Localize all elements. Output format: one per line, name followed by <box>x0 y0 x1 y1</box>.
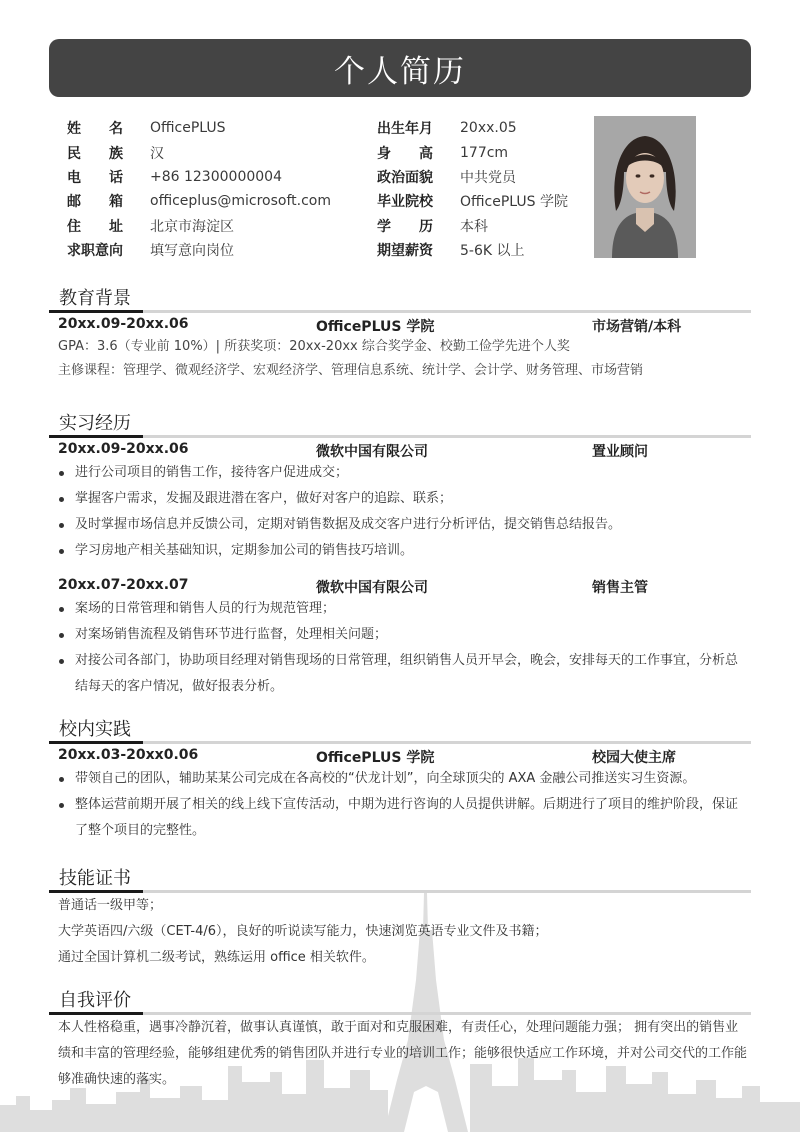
info-row-birth <box>377 116 568 140</box>
section-internship <box>49 408 751 700</box>
entry-header <box>49 744 751 766</box>
info-label: 求 职 意 向 <box>67 243 123 260</box>
info-value: 中共党员 <box>460 169 516 186</box>
info-value: 5-6K 以上 <box>460 243 525 260</box>
info-label: 邮 箱 <box>67 194 123 211</box>
entry-role: 销售主管 <box>592 580 648 596</box>
section-divider-accent <box>49 890 143 893</box>
info-value: OfficePLUS <box>150 120 226 137</box>
info-row-name <box>67 116 331 140</box>
info-row-height <box>377 140 568 164</box>
section-header <box>49 283 751 313</box>
info-row-email <box>67 189 331 213</box>
entry-date: 20xx.09-20xx.06 <box>58 316 189 332</box>
basic-info-right <box>377 116 568 262</box>
self-evaluation-text: 本人性格稳重，遇事冷静沉着，做事认真谨慎，敢于面对和克服困难，有责任心，处理问题能力强； 拥有突出的销售业绩和丰富的管理经验，能够组建优秀的销售团队并进行专业的培训工作；能够很快适应工作环境，并对公司交代的工作能够准确快速的落实。 <box>58 1020 748 1087</box>
entry-org: OfficePLUS 学院 <box>316 750 435 766</box>
section-title: 技能证书 <box>59 868 131 889</box>
section-title: 自我评价 <box>59 990 131 1011</box>
section-skills <box>49 863 751 971</box>
info-value: 20xx.05 <box>460 120 517 137</box>
section-header <box>49 985 751 1015</box>
entry-role: 校园大使主席 <box>592 750 676 766</box>
list-item: 学习房地产相关基础知识，定期参加公司的销售技巧培训。 <box>49 538 751 564</box>
info-value: 本科 <box>460 218 488 235</box>
entry-role: 市场营销/本科 <box>592 319 682 335</box>
entry-header <box>49 438 751 460</box>
list-item: 进行公司项目的销售工作，接待客户促进成交； <box>49 460 751 486</box>
page-title: 个人简历 <box>334 53 466 90</box>
entry-org: OfficePLUS 学院 <box>316 319 435 335</box>
info-value: officeplus@microsoft.com <box>150 193 331 210</box>
section-header <box>49 408 751 438</box>
info-label: 出 生 年 月 <box>377 121 433 138</box>
info-label: 住 址 <box>67 218 123 235</box>
education-line: 主修课程：管理学、微观经济学、宏观经济学、管理信息系统、统计学、会计学、财务管理、市场营销 <box>58 363 644 378</box>
education-line: GPA：3.6（专业前 10%）| 所获奖项：20xx-20xx 综合奖学金、校勤工俭学先进个人奖 <box>58 339 570 354</box>
entry-date: 20xx.07-20xx.07 <box>58 577 189 593</box>
skill-line: 通过全国计算机二级考试，熟练运用 office 相关软件。 <box>58 950 375 965</box>
info-row-school <box>377 189 568 213</box>
section-header <box>49 863 751 893</box>
info-row-ethnicity <box>67 140 331 164</box>
section-self-evaluation <box>49 985 751 1093</box>
list-item: 及时掌握市场信息并反馈公司，定期对销售数据及成交客户进行分析评估，提交销售总结报告。 <box>49 512 751 538</box>
section-divider <box>49 1012 751 1015</box>
info-label: 电 话 <box>67 169 123 186</box>
list-item: 整体运营前期开展了相关的线上线下宣传活动，中期为进行咨询的人员提供讲解。后期进行了项目的维护阶段，保证了整个项目的完整性。 <box>49 792 751 844</box>
list-item: 对接公司各部门，协助项目经理对销售现场的日常管理，组织销售人员开早会，晚会，安排每天的工作事宜，分析总结每天的客户情况，做好报表分析。 <box>49 648 751 700</box>
skill-line: 大学英语四/六级（CET-4/6），良好的听说读写能力，快速浏览英语专业文件及书籍； <box>58 924 548 939</box>
info-label: 身 高 <box>377 145 433 162</box>
info-label: 毕 业 院 校 <box>377 194 433 211</box>
bullet-list <box>49 460 751 564</box>
info-row-address <box>67 214 331 238</box>
info-row-phone <box>67 165 331 189</box>
section-title: 教育背景 <box>59 288 131 309</box>
list-item: 对案场销售流程及销售环节进行监督，处理相关问题； <box>49 622 751 648</box>
section-campus <box>49 714 751 844</box>
section-header <box>49 714 751 744</box>
info-row-salary <box>377 238 568 262</box>
info-value: OfficePLUS 学院 <box>460 194 568 211</box>
title-banner <box>49 39 751 97</box>
info-label: 姓 名 <box>67 121 123 138</box>
entry-role: 置业顾问 <box>592 444 648 460</box>
portrait-photo <box>594 116 696 258</box>
entry-date: 20xx.03-20xx0.06 <box>58 747 199 763</box>
info-label: 期 望 薪 资 <box>377 243 433 260</box>
info-label: 政 治 面 貌 <box>377 169 433 186</box>
info-row-job-intent <box>67 238 331 262</box>
info-row-political <box>377 165 568 189</box>
basic-info-left <box>67 116 331 262</box>
info-value: 北京市海淀区 <box>150 218 234 235</box>
section-divider-accent <box>49 1012 143 1015</box>
bullet-list <box>49 766 751 844</box>
info-value: 汉 <box>150 145 164 162</box>
info-value: 填写意向岗位 <box>150 243 234 260</box>
section-title: 校内实践 <box>59 719 131 740</box>
bullet-list <box>49 596 751 700</box>
entry-header <box>49 313 751 335</box>
entry-header <box>49 574 751 596</box>
info-label: 民 族 <box>67 145 123 162</box>
list-item: 带领自己的团队，辅助某某公司完成在各高校的“伏龙计划”，向全球顶尖的 AXA 金融公司推送实习生资源。 <box>49 766 751 792</box>
info-value: 177cm <box>460 144 509 161</box>
section-education <box>49 283 751 383</box>
info-value: +86 12300000004 <box>150 168 282 185</box>
section-divider <box>49 890 751 893</box>
entry-date: 20xx.09-20xx.06 <box>58 441 189 457</box>
skill-line: 普通话一级甲等； <box>58 898 163 913</box>
list-item: 掌握客户需求，发掘及跟进潜在客户，做好对客户的追踪、联系； <box>49 486 751 512</box>
entry-org: 微软中国有限公司 <box>316 580 428 596</box>
section-title: 实习经历 <box>59 413 131 434</box>
list-item: 案场的日常管理和销售人员的行为规范管理； <box>49 596 751 622</box>
entry-org: 微软中国有限公司 <box>316 444 428 460</box>
info-label: 学 历 <box>377 218 433 235</box>
info-row-degree <box>377 214 568 238</box>
